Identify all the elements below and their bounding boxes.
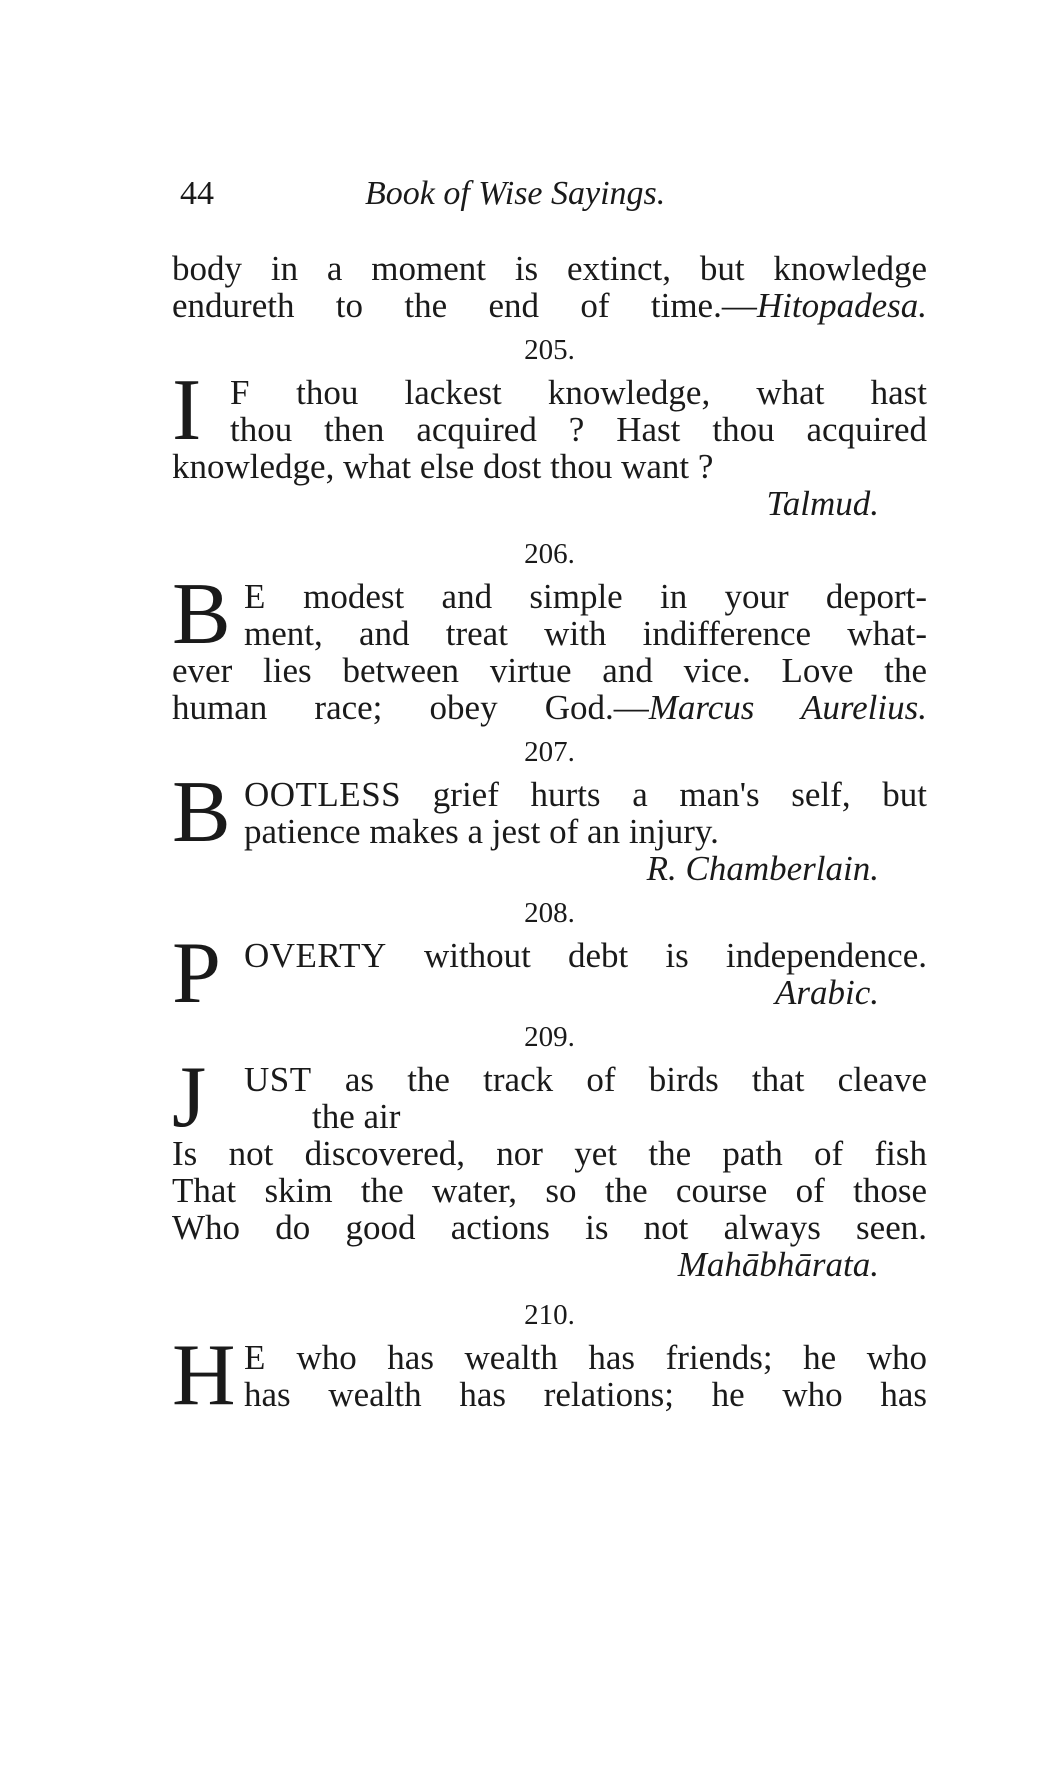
saying-209-line-3: Is not discovered, nor yet the path of fish — [172, 1134, 927, 1173]
page-text — [172, 249, 927, 1424]
intro-line-1: body in a moment is extinct, but knowledge — [172, 249, 927, 288]
drop-cap-initial: H — [172, 1327, 236, 1424]
saying-205 — [172, 362, 927, 486]
saying-206-line-1: E modest and simple in your deport- — [244, 577, 927, 616]
saying-number-208: 208. — [524, 897, 575, 929]
saying-206-line-2: ment, and treat with indifference what- — [244, 614, 927, 653]
saying-210-line-1: E who has wealth has friends; he who — [244, 1338, 927, 1377]
saying-number-209: 209. — [524, 1021, 575, 1053]
saying-207 — [172, 764, 927, 861]
intro-line-2: endureth to the end of time.—Hitopadesa. — [172, 286, 927, 325]
page-number: 44 — [180, 175, 214, 212]
saying-number-206: 206. — [524, 538, 575, 570]
saying-208-attribution: Arabic. — [774, 973, 879, 1012]
drop-cap-initial: P — [172, 925, 221, 1022]
saying-number-210: 210. — [524, 1299, 575, 1331]
saying-209-line-2: the air — [312, 1097, 401, 1136]
running-header — [180, 175, 900, 225]
saying-205-line-1: F thou lackest knowledge, what hast — [230, 373, 927, 412]
drop-cap-initial: B — [172, 566, 231, 663]
intro-source: Hitopadesa. — [756, 286, 927, 325]
running-title: Book of Wise Sayings. — [365, 175, 666, 212]
saying-209-line-4: That skim the water, so the course of those — [172, 1171, 927, 1210]
saying-209-line-1: UST as the track of birds that cleave — [244, 1060, 927, 1099]
saying-205-attribution: Talmud. — [766, 484, 879, 523]
saying-207-line-1: OOTLESS grief hurts a man's self, but — [244, 775, 927, 814]
saying-209-attribution: Mahābhārata. — [677, 1245, 879, 1284]
drop-cap-initial: J — [172, 1049, 207, 1146]
saying-number-207: 207. — [524, 736, 575, 768]
saying-209 — [172, 1049, 927, 1247]
saying-207-attribution: R. Chamberlain. — [646, 849, 879, 888]
saying-number-205: 205. — [524, 334, 575, 366]
saying-206 — [172, 566, 927, 727]
saying-206-source: Marcus Aurelius. — [648, 688, 927, 727]
saying-206-line-4: human race; obey God.—Marcus Aurelius. — [172, 688, 927, 727]
saying-210-line-2: has wealth has relations; he who has — [244, 1375, 927, 1414]
drop-cap-initial: B — [172, 764, 231, 861]
saying-209-line-5: Who do good actions is not always seen. — [172, 1208, 927, 1247]
saying-208-line-1: OVERTY without debt is independence. — [244, 936, 927, 975]
saying-205-line-3: knowledge, what else dost thou want ? — [172, 447, 714, 486]
saying-207-line-2: patience makes a jest of an injury. — [244, 812, 719, 851]
saying-210 — [172, 1327, 927, 1424]
saying-205-line-2: thou then acquired ? Hast thou acquired — [230, 410, 927, 449]
saying-206-line-3: ever lies between virtue and vice. Love the — [172, 651, 927, 690]
drop-cap-initial: I — [172, 362, 202, 459]
